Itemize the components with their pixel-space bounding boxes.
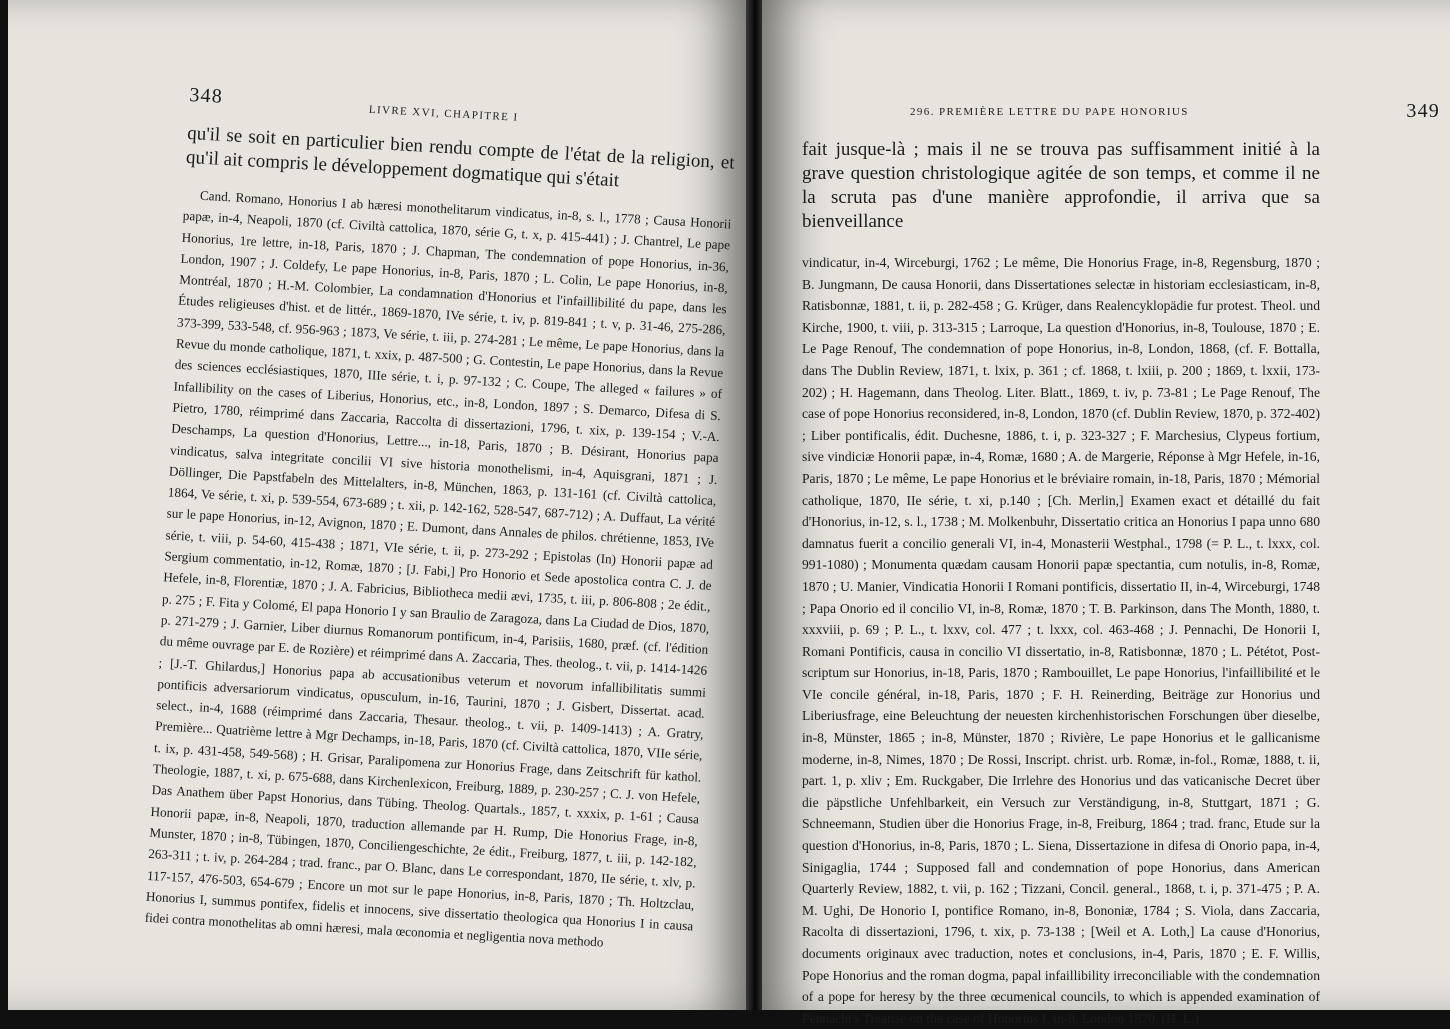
left-footnotes: [144, 184, 732, 958]
left-body-text: qu'il se soit en particulier bien rendu compte de l'état de la religion, et qu'il ait compris le développement dogmatique qui s'était: [185, 122, 736, 192]
left-footnote-text: Cand. Romano, Honorius I ab hæresi monothelitarum vindicatus, in-8, s. l., 1778 ; Causa Honorii papæ, in-4, Neapoli, 1870 (cf. Civiltà cattolica, 1870, série G, t. x, p. 415-441) ; J. Chantrel, Le pape Honorius, 1re lettre, in-18, Paris, 1870 ; J. Chapman, The condemnation of pope Honorius, in-36, London, 1907 ; J. Coldefy, Le pape Honorius, in-8, Paris, 1870 ; L. Colin, Le pape Honorius, in-8, Montréal, 1870 ; H.-M. Colombier, La condamnation d'Honorius et l'infaillibilité du pape, dans les Études religieuses d'hist. et de littér., 1869-1870, IVe série, t. iv, p. 819-841 ; t. v, p. 31-46, 275-286, 373-399, 533-548, cf. 956-963 ; 1873, Ve série, t. iii, p. 274-281 ; Le même, Le pape Honorius, dans la Revue du monde catholique, 1871, t. xxix, p. 487-500 ; G. Contestin, Le pape Honorius, dans la Revue des sciences ecclésiastiques, 1870, IIIe série, t. i, p. 97-132 ; C. Coupe, The alleged « failures » of Infallibility on the cases of Liberius, Honorius, etc., in-8, London, 1897 ; S. Demarco, Difesa di S. Pietro, 1780, réimprimé dans Zaccaria, Raccolta di dissertazioni, 1796, t. xix, p. 139-154 ; V.-A. Deschamps, La question d'Honorius, Lettre..., in-18, Paris, 1870 ; B. Désirant, Honorius papa vindicatus, salva integritate concilii VI sive historia monothelismi, in-4, Aquisgrani, 1871 ; J. Döllinger, Die Papstfabeln des Mittelalters, in-8, München, 1863, p. 131-161 (cf. Civiltà cattolica, 1864, Ve série, t. xi, p. 539-554, 673-689 ; t. xii, p. 142-162, 528-547, 687-712) ; A. Duffaut, La vérité sur le pape Honorius, in-12, Avignon, 1870 ; E. Dumont, dans Annales de philos. chrétienne, 1853, IVe série, t. viii, p. 54-60, 415-438 ; 1871, VIe série, t. ii, p. 273-292 ; Epistolas (In) Honorii papæ ad Sergium commentatio, in-12, Romæ, 1870 ; [J. Fabi,] Pro Honorio et Sede apostolica contra C. J. de Hefele, in-8, Florentiæ, 1870 ; J. A. Fabricius, Bibliotheca medii ævi, 1735, t. iii, p. 806-808 ; 2e édit., p. 275 ; F. Fita y Colomé, El papa Honorio I y san Braulio de Zaragoza, dans La Ciudad de Dios, 1870, p. 271-279 ; J. Garnier, Liber diurnus Romanorum pontificum, in-4, Parisiis, 1680, præf. (cf. l'édition du même ouvrage par E. de Rozière) et réimprimé dans A. Zaccaria, Thes. theolog., t. vii, p. 1414-1426 ; [J.-T. Ghilardus,] Honorius papa ab accusationibus veterum et novorum infallibilitatis summi pontificis adversariorum vindicatus, opusculum, in-16, Taurini, 1870 ; J. Gisbert, Dissertat. acad. select., in-4, 1688 (réimprimé dans Zaccaria, Thesaur. theolog., t. vii, p. 1409-1413) ; A. Gratry, Première... Quatrième lettre à Mgr Dechamps, in-18, Paris, 1870 (cf. Civiltà cattolica, 1870, VIIe série, t. ix, p. 431-458, 549-568) ; H. Grisar, Paralipomena zur Honorius Frage, dans Zeitschrift für kathol. Theologie, 1887, t. xi, p. 675-688, dans Kirchenlexicon, Freiburg, 1889, p. 230-257 ; C. J. von Hefele, Das Anathem über Papst Honorius, dans Tübing. Theolog. Quartals., 1857, t. xxxix, p. 1-61 ; Causa Honorii papæ, in-8, Neapoli, 1870, traduction allemande par H. Rump, Die Honorius Frage, in-8, Munster, 1870 ; in-8, Tübingen, 1870, Conciliengeschichte, 2e édit., Freiburg, 1877, t. iii, p. 142-182, 263-311 ; t. iv, p. 264-284 ; trad. franc., par O. Blanc, dans Le correspondant, 1870, IIe série, t. xlv, p. 117-157, 476-503, 654-679 ; Encore un mot sur le pape Honorius, in-8, Paris, 1870 ; Th. Holtzclau, Honorius I, summus pontifex, fidelis et innocens, sive dissertatio theologica qua Honorius I in causa fidei contra monothelitas ab omni hæresi, mala œconomia et negligentia nova methodo: [144, 187, 732, 950]
right-page-header: [802, 100, 1440, 130]
right-footnotes: [802, 252, 1320, 1029]
left-page: [8, 0, 748, 1010]
right-page: [762, 0, 1450, 1026]
right-page-number: 349: [1406, 100, 1440, 122]
right-page-content: [802, 100, 1440, 1029]
left-page-number: 348: [188, 84, 224, 108]
right-running-head: 296. PREMIÈRE LETTRE DU PAPE HONORIUS: [910, 106, 1189, 118]
left-running-head: LIVRE XVI, CHAPITRE I: [368, 103, 519, 124]
left-page-content: [144, 84, 737, 958]
right-body-text: fait jusque-là ; mais il ne se trouva pas suffisamment initié à la grave question christologique agitée de son temps, et comme il ne la scruta pas d'une manière approfondie, il arriva que sa bienveillance: [802, 139, 1320, 232]
right-footnote-text: vindicatur, in-4, Wirceburgi, 1762 ; Le même, Die Honorius Frage, in-8, Regensburg, 1870 ; B. Jungmann, De causa Honorii, dans Dissertationes selectæ in historiam ecclesiasticam, in-8, Ratisbonnæ, 1881, t. ii, p. 282-458 ; G. Krüger, dans Realencyklopädie fur protest. Theol. und Kirche, 1900, t. viii, p. 313-315 ; Larroque, La question d'Honorius, in-8, Toulouse, 1870 ; E. Le Page Renouf, The condemnation of pope Honorius, in-8, London, 1868, (cf. F. Bottalla, dans The Dublin Review, 1871, t. lxix, p. 361 ; cf. 1868, t. lxiii, p. 200 ; 1869, t. lxxii, 173-202) ; H. Hagemann, dans Theolog. Liter. Blatt., 1869, t. iv, p. 73-81 ; Le Page Renouf, The case of pope Honorius reconsidered, in-8, London, 1870 (cf. Dublin Review, 1870, p. 372-402) ; Liber pontificalis, édit. Duchesne, 1886, t. i, p. 323-327 ; F. Marchesius, Clypeus fortium, sive vindiciæ Honorii papæ, in-4, Romæ, 1680 ; A. de Margerie, Réponse à Mgr Hefele, in-16, Paris, 1870 ; Le même, Le pape Honorius et le bréviaire romain, in-18, Paris, 1870 ; Mémorial catholique, 1870, IIe série, t. xi, p.140 ; [Ch. Merlin,] Examen exact et détaillé du fait d'Honorius, in-12, s. l., 1738 ; M. Molkenbuhr, Dissertatio critica an Honorius I papa unno 680 damnatus fuerit a concilio generali VI, in-4, Monasterii Westphal., 1798 (= P. L., t. lxxx, col. 991-1080) ; Monumenta quædam causam Honorii papæ spectantia, cum notulis, in-8, Romæ, 1870 ; U. Manier, Vindicatia Honorii I Romani pontificis, dissertatio II, in-4, Wirceburgi, 1748 ; Papa Onorio ed il concilio VI, in-8, Romæ, 1870 ; T. B. Parkinson, dans The Month, 1880, t. xxxviii, p. 69 ; P. L., t. lxxv, col. 477 ; t. lxxx, col. 463-468 ; J. Pennachi, De Honorii I, Romani Pontificis, causa in concilio VI dissertatio, in-8, Ratisbonnæ, 1870 ; L. Pététot, Post-scriptum sur Honorius, in-18, Paris, 1870 ; Rambouillet, Le pape Honorius, l'infaillibilité et le VIe concile général, in-18, Paris, 1870 ; F. H. Reinerding, Beiträge zur Honorius und Liberiusfrage, eine Beleuchtung der neuesten kirchenhistorischen Forschungen über dieselbe, in-8, Münster, 1865 ; in-8, Münster, 1870 ; Rivière, Le pape Honorius et le gallicanisme moderne, in-8, Nimes, 1870 ; De Rossi, Inscript. christ. urb. Romæ, in-fol., Romæ, 1888, t. ii, part. 1, p. xliv ; Em. Ruckgaber, Die Irrlehre des Honorius und das vaticanische Decret über die päpstliche Unfehlbarkeit, ein Versuch zur Verständigung, in-8, Stuttgart, 1871 ; G. Schneemann, Studien über die Honorius Frage, in-8, Freiburg, 1864 ; trad. franc, Etude sur la question d'Honorius, in-8, Paris, 1870 ; L. Siena, Dissertazione in difesa di Onorio papa, in-4, Sinigaglia, 1744 ; Supposed fall and condemnation of pope Honorius, dans American Quarterly Review, 1882, t. vii, p. 162 ; Tizzani, Concil. general., 1868, t. i, p. 371-475 ; P. A. M. Ughi, De Honorio I, pontifice Romano, in-8, Bononiæ, 1784 ; S. Viola, dans Zaccaria, Racolta di dissertazioni, 1796, t. xix, p. 73-138 ; [Weil et A. Loth,] La cause d'Honorius, documents originaux avec traduction, notes et conclusions, in-4, Paris, 1870 ; E. F. Willis, Pope Honorius and the roman dogma, papal infaillibility irreconciliable with the condemnation of a pope for heresy by the three œcumenical councils, to which is appended examination of Pennachi's Treatise on the case of Honorius I, in-8, London 1870. (H. L.): [802, 255, 1320, 1026]
